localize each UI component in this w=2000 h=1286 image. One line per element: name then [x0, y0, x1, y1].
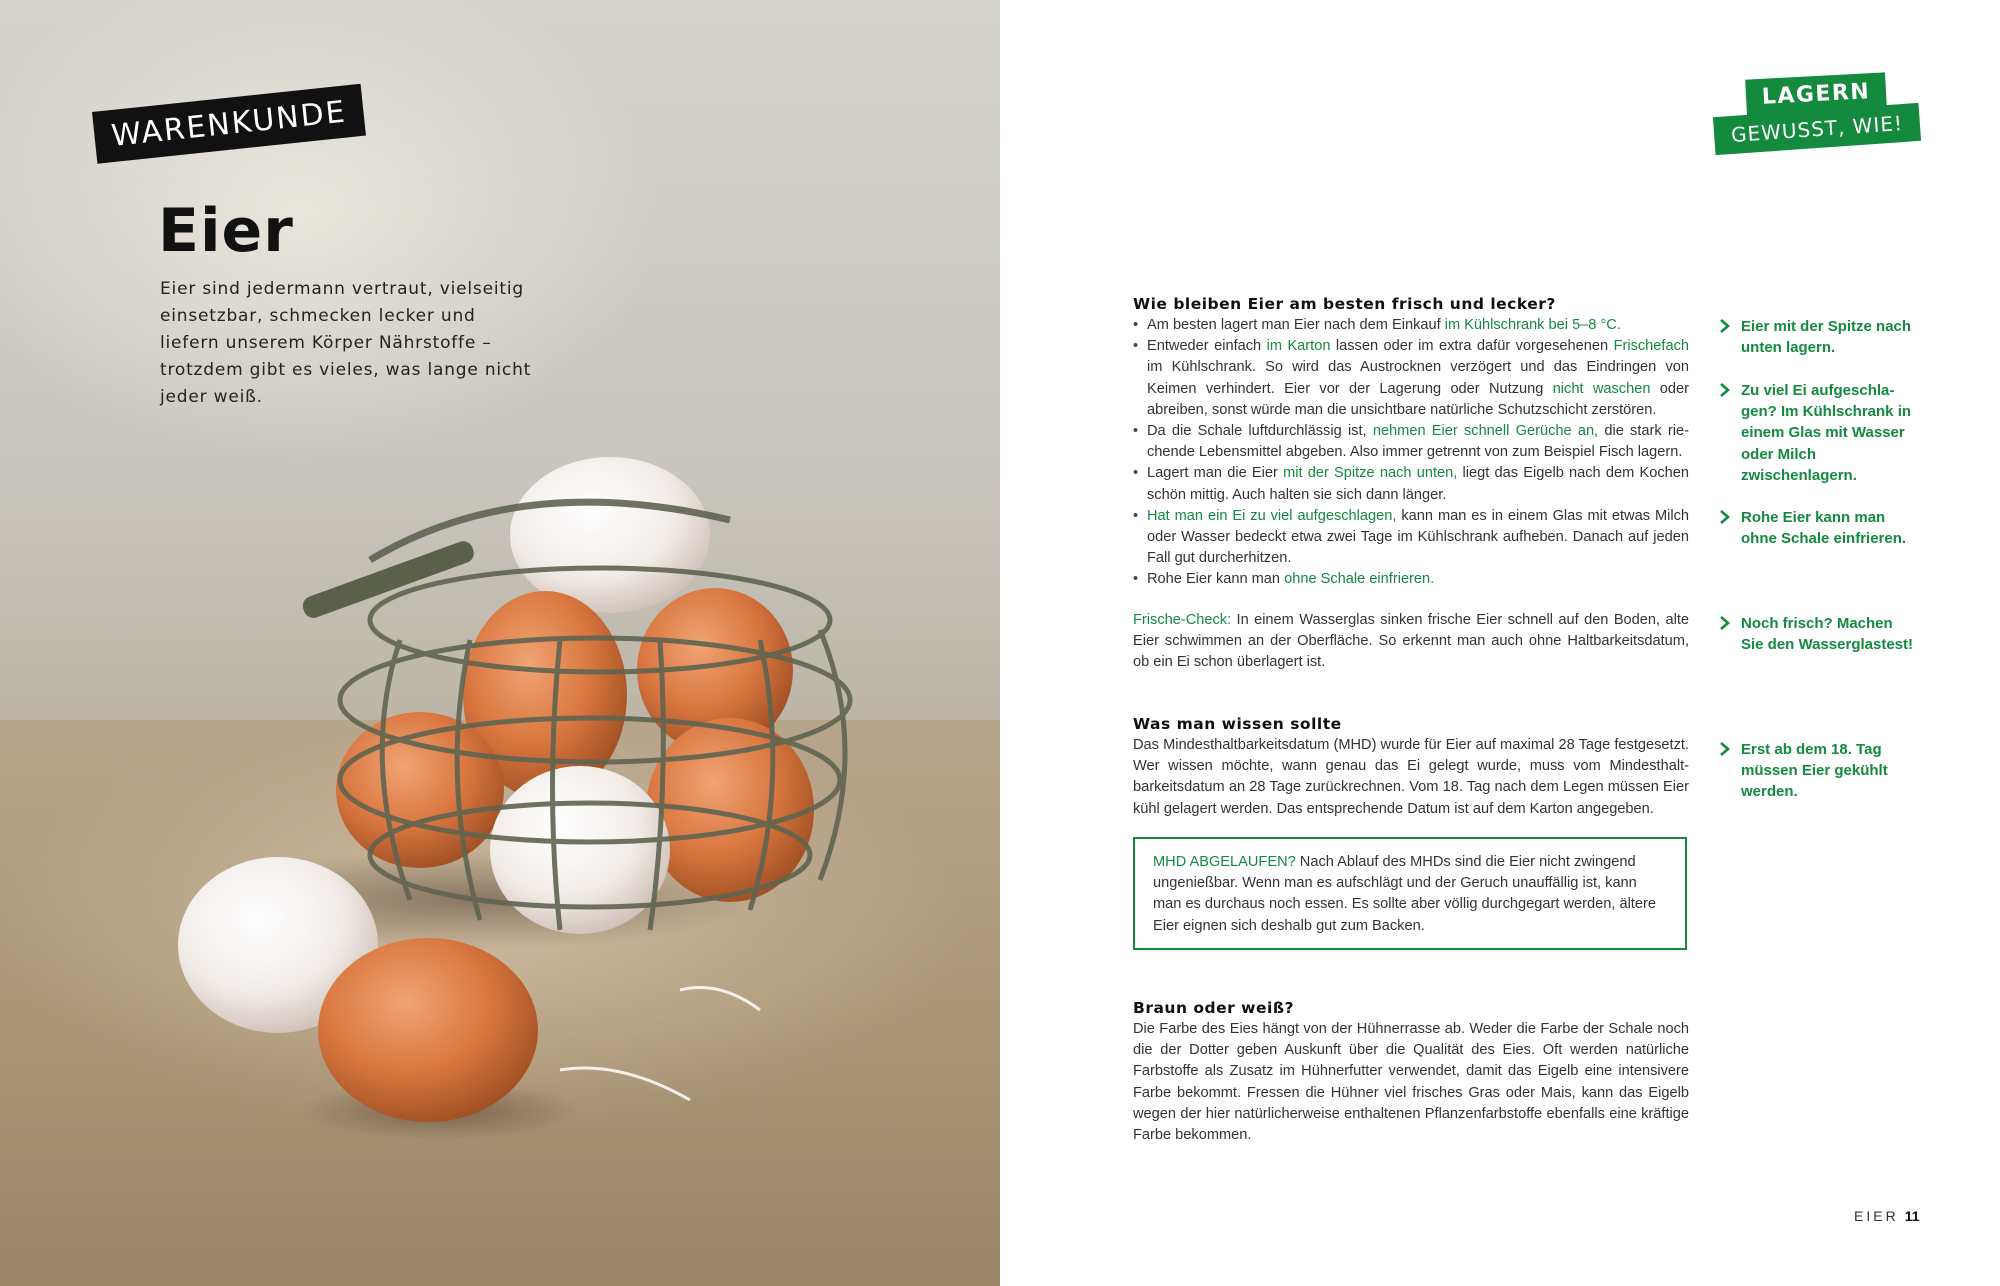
section-frische-check — [1133, 610, 1689, 674]
tip-text: Erst ab dem 18. Tag müssen Eier gekühlt werden. — [1741, 741, 1888, 801]
chevron-right-icon — [1717, 316, 1733, 336]
section-heading: Was man wissen sollte — [1133, 715, 1342, 733]
section-text: Die Farbe des Eies hängt von der Hühnerrasse ab. Weder die Farbe der Schale noch die der Dotter geben Auskunft über die Qualität des Eies. Oft werden natürliche Farbstoffe als Zusatz im Hühnerfutter verwendet, damit das Eigelb eine intensivere Farbe bekommt. Fressen die Hühner viel frisches Gras oder Mais, kann das Eigelb wegen der hier natürlicherweise enthaltenen Pflanzenfarbstoffe ebenfalls eine kräftige Farbe bekommen. — [1133, 1021, 1689, 1144]
mhd-info-box — [1133, 837, 1687, 950]
egg-brown-table — [318, 938, 538, 1122]
tip-text: Noch frisch? Machen Sie den Wasserglastest! — [1741, 615, 1914, 654]
frische-check-text: In einem Wasserglas sinken frische Eier schnell auf den Boden, alte Eier schwimmen an der Oberfläche. So erkennt man auch ohne Haltbarkeitsdatum, ob ein Ei schon überlagert ist. — [1133, 612, 1689, 671]
list-item: • Da die Schale luftdurchlässig ist, nehmen Eier schnell Gerüche an, die stark riechende Lebensmittel abgeben. Also immer getrennt von zum Beispiel Fisch lagern. — [1133, 421, 1689, 463]
page-number: 11 — [1904, 1208, 1920, 1224]
category-tag-label: WARENKUNDE — [109, 94, 349, 154]
page-footer — [1854, 1208, 1920, 1224]
tip-text: Zu viel Ei aufgeschlagen? Im Kühlschrank in einem Glas mit Wasser oder Milch zwischenlagern. — [1741, 382, 1912, 484]
list-item: • Lagert man die Eier mit der Spitze nach unten, liegt das Eigelb nach dem Kochen schön mittig. Auch halten sie sich dann länger. — [1133, 463, 1689, 505]
chevron-right-icon — [1717, 739, 1733, 759]
mhd-box-text: Nach Ablauf des MHDs sind die Eier nicht zwingend ungenießbar. Wenn man es aufschlägt und der Geruch unauffällig ist, kann man es durchaus noch essen. Es sollte aber völlig durchgegart werden, ältere Eier eignen sich deshalb gut zum Backen. — [1153, 854, 1656, 934]
badge-gewusst — [1713, 103, 1921, 155]
section-heading: Braun oder weiß? — [1133, 999, 1294, 1017]
badge-gewusst-label: GEWUSST, WIE! — [1730, 111, 1904, 147]
list-item: • Hat man ein Ei zu viel aufgeschlagen, kann man es in einem Glas mit etwas Milch oder Wasser bedeckt etwa zwei Tage im Kühlschrank aufheben. Danach auf jeden Fall gut durcherhitzen. — [1133, 506, 1689, 570]
list-item: • Rohe Eier kann man ohne Schale einfrieren. — [1133, 569, 1689, 590]
section-text: Das Mindesthaltbarkeitsdatum (MHD) wurde für Eier auf maximal 28 Tage festgesetzt. Wer wissen möchte, wann genau das Ei gelegt wurde, muss vom Mindesthaltbarkeitsdatum an 28 Tage zurückrechnen. Vom 18. Tag nach dem Legen müssen Eier kühl gelagert werden. Das entsprechende Datum ist auf dem Karton angegeben. — [1133, 737, 1689, 817]
section-mhd — [1133, 714, 1689, 820]
chevron-right-icon — [1717, 380, 1733, 400]
page-title: Eier — [158, 196, 294, 266]
chevron-right-icon — [1717, 507, 1733, 527]
intro-text: Eier sind jedermann vertraut, vielseitig einsetzbar, schmecken lecker und liefern unserem Körper Nährstoffe – trotzdem gibt es vieles, was lange nicht jeder weiß. — [160, 279, 532, 407]
storage-list — [1133, 315, 1689, 591]
tip-text: Rohe Eier kann man ohne Schale einfrieren. — [1741, 509, 1907, 548]
egg-white-top — [510, 457, 710, 613]
tip-text: Eier mit der Spitze nach unten lagern. — [1741, 318, 1912, 357]
footer-label: EIER — [1854, 1208, 1899, 1224]
feather — [680, 988, 760, 1011]
list-item: • Entweder einfach im Karton lassen oder im extra dafür vorgesehenen Frischefach im Kühlschrank. So wird das Austrocknen verzögert und das Eindringen von Keimen verhindert. Eier vor der Lagerung oder Nutzung nicht waschen oder abreiben, sonst würde man die unsichtbare natürliche Schutzschicht zerstören. — [1133, 336, 1689, 421]
section-color — [1133, 998, 1689, 1146]
feather — [560, 1068, 690, 1100]
frische-check-label: Frische-Check: — [1133, 612, 1232, 628]
mhd-box-label: MHD ABGELAUFEN? — [1153, 854, 1296, 870]
section-storage — [1133, 294, 1689, 591]
section-heading: Wie bleiben Eier am besten frisch und lecker? — [1133, 295, 1556, 313]
chevron-right-icon — [1717, 613, 1733, 633]
list-item: • Am besten lagert man Eier nach dem Einkauf im Kühlschrank bei 5–8 °C. — [1133, 315, 1689, 336]
section-badge — [1710, 68, 1940, 158]
egg-brown-lower-right — [646, 718, 814, 902]
badge-lagern-label: LAGERN — [1761, 78, 1871, 110]
